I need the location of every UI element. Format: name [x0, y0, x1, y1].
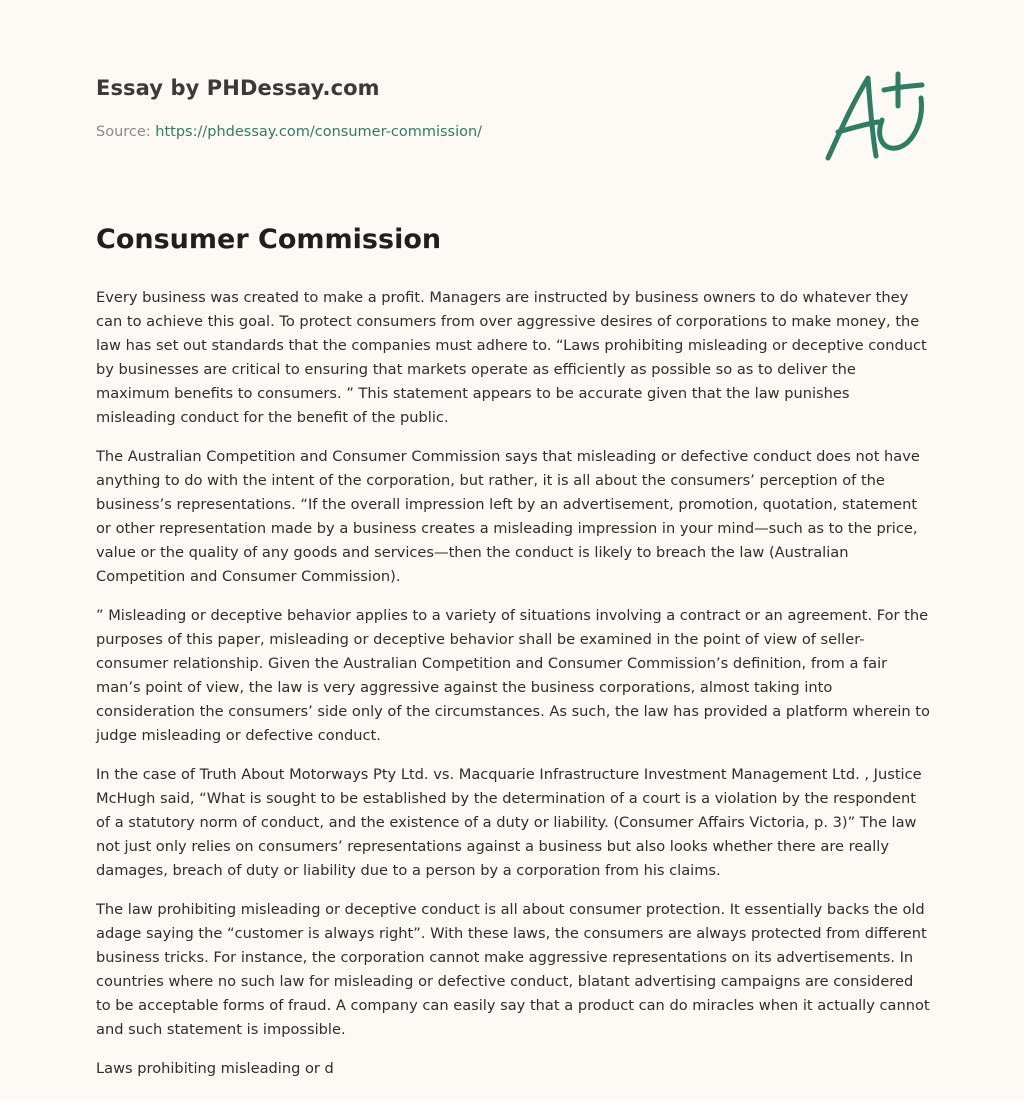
paragraph: Every business was created to make a profit. Managers are instructed by business owners to do whatever they can to achieve this goal. To protect consumers from over aggressive desires of corporations to make money, the law has set out standards that the companies must adhere to. “Laws prohibiting misleading or deceptive conduct by businesses are critical to ensuring that markets operate as efficiently as possible so as to deliver the maximum benefits to consumers. ” This statement appears to be accurate given that the law punishes misleading conduct for the benefit of the public. — [96, 289, 927, 426]
paragraph: The law prohibiting misleading or deceptive conduct is all about consumer protection. It essentially backs the old adage saying the “customer is always right”. With these laws, the consumers are always protected from different business tricks. For instance, the corporation cannot make aggressive representations on its advertisements. In countries where no such law for misleading or defective conduct, blatant advertising campaigns are considered to be acceptable forms of fraud. A company can easily say that a product can do miracles when it actually cannot and such statement is impossible. — [96, 901, 930, 1038]
source-label: Source: — [96, 124, 156, 140]
paragraph: ” Misleading or deceptive behavior applies to a variety of situations involving a contract or an agreement. For the purposes of this paper, misleading or deceptive behavior shall be examined in the point of view of seller-consumer relationship. Given the Australian Competition and Consumer Commission’s definition, from a fair man’s point of view, the law is very aggressive against the business corporations, almost taking into consideration the consumers’ side only of the circumstances. As such, the law has provided a platform wherein to judge misleading or defective conduct. — [96, 607, 930, 744]
paragraph: The Australian Competition and Consumer Commission says that misleading or defective conduct does not have anything to do with the intent of the corporation, but rather, it is all about the consumers’ perception of the business’s representations. “If the overall impression left by an advertisement, promotion, quotation, statement or other representation made by a business creates a misleading impression in your mind—such as to the price, value or the quality of any goods and services—then the conduct is likely to breach the law (Australian Competition and Consumer Commission). — [96, 448, 920, 585]
a-plus-icon — [818, 66, 930, 166]
site-brand: Essay by PHDessay.com — [96, 76, 380, 100]
essay-title: Consumer Commission — [96, 224, 442, 255]
paragraph: In the case of Truth About Motorways Pty Ltd. vs. Macquarie Infrastructure Investment Management Ltd. , Justice McHugh said, “What is sought to be established by the determination of a court is a violation by the respondent of a statutory norm of conduct, and the existence of a duty or liability. (Consumer Affairs Victoria, p. 3)” The law not just only relies on consumers’ representations against a business but also looks whether there are really damages, breach of duty or liability due to a person by a corporation from his claims. — [96, 766, 922, 879]
source-link[interactable]: https://phdessay.com/consumer-commission/ — [155, 124, 483, 140]
essay-body — [96, 286, 932, 1096]
paragraph: Laws prohibiting misleading or d — [96, 1060, 334, 1077]
source-line — [96, 124, 482, 140]
